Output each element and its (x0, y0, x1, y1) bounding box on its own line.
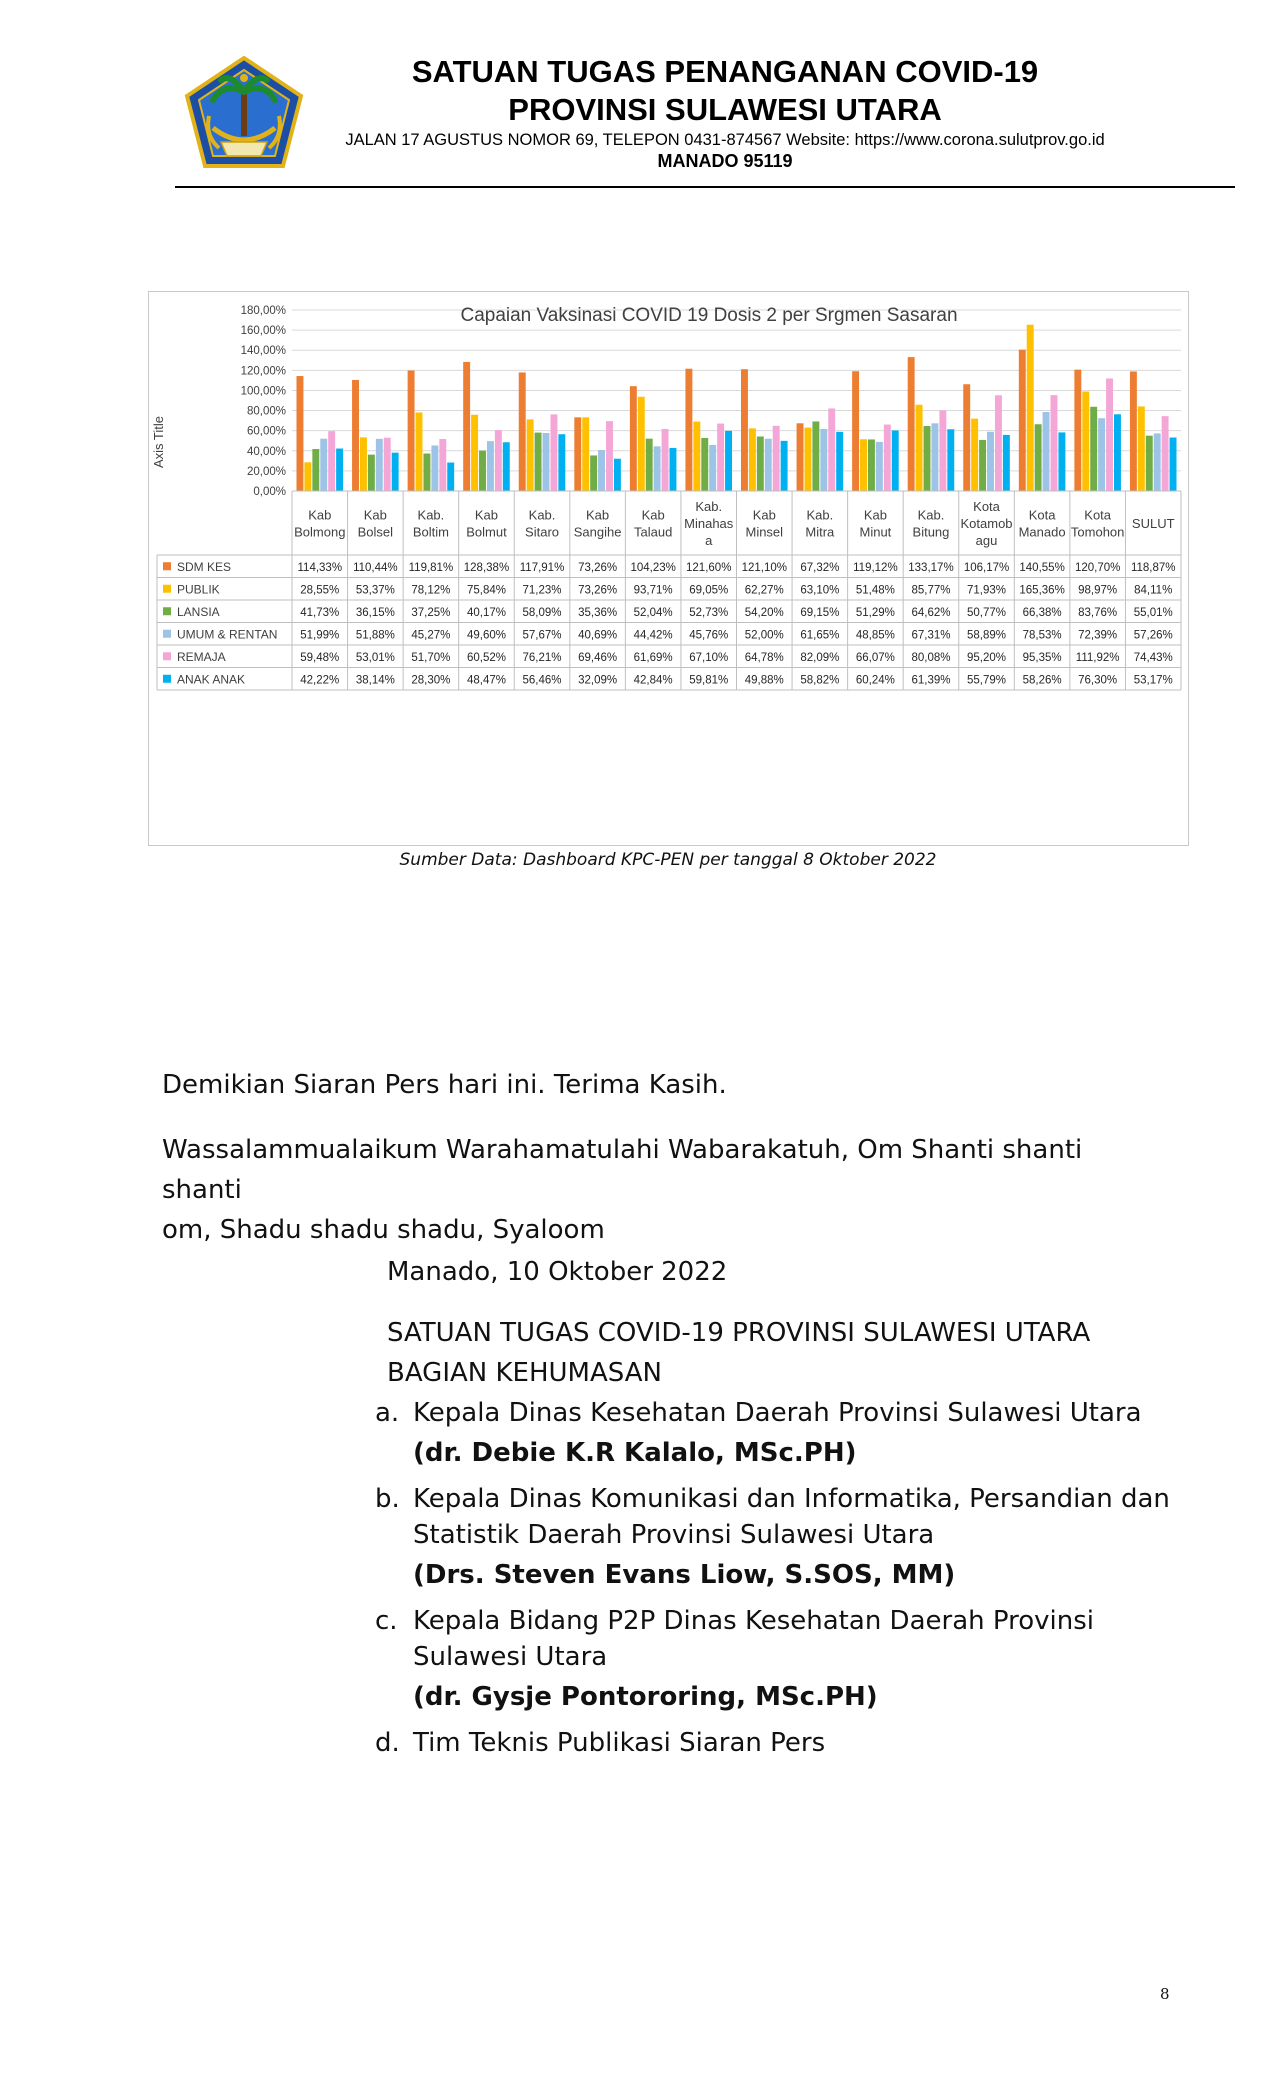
category-label: Kab (474, 507, 499, 523)
legend-swatch (163, 630, 171, 638)
chart-bar (757, 436, 764, 491)
data-label: 133,17% (908, 561, 954, 574)
chart-bar (836, 432, 843, 491)
chart-bar (519, 372, 526, 491)
letterhead-city: MANADO 95119 (657, 151, 793, 171)
chart-bar (423, 454, 430, 491)
chart-bar (590, 455, 597, 491)
chart-bar (384, 438, 391, 491)
category-label: Minut (859, 524, 892, 540)
data-label: 71,23% (522, 584, 562, 597)
data-label: 64,78% (744, 651, 784, 664)
y-axis-title: Axis Title (151, 415, 166, 469)
category-label: Boltim (412, 524, 449, 540)
legend-label: LANSIA (177, 604, 220, 619)
data-label: 64,62% (911, 606, 951, 619)
data-label: 98,97% (1078, 584, 1118, 597)
chart-bar (868, 439, 875, 491)
chart-bar (773, 426, 780, 491)
data-label: 76,30% (1078, 674, 1118, 687)
category-label: Sangihe (573, 524, 622, 540)
category-label: SULUT (1131, 516, 1175, 531)
provincial-emblem-icon (183, 56, 305, 172)
category-label: Kota (973, 499, 1000, 514)
chart-bar (781, 441, 788, 491)
list-marker: d. (375, 1728, 400, 1758)
chart-bar (820, 429, 827, 491)
chart-bar (1106, 378, 1113, 491)
data-label: 49,60% (466, 629, 506, 642)
data-label: 58,09% (522, 606, 562, 619)
data-label: 38,14% (355, 674, 395, 687)
data-label: 140,55% (1019, 561, 1065, 574)
data-label: 40,69% (578, 629, 618, 642)
chart-bar (1019, 350, 1026, 491)
chart-bar (479, 451, 486, 491)
data-label: 95,35% (1022, 651, 1062, 664)
chart-bar (304, 462, 311, 491)
legend-swatch (163, 585, 171, 593)
chart-bar (1035, 424, 1042, 491)
data-label: 51,48% (855, 584, 895, 597)
data-label: 165,36% (1019, 584, 1065, 597)
data-label: 106,17% (963, 561, 1010, 574)
source-caption: Sumber Data: Dashboard KPC-PEN per tanggal 8 Oktober 2022 (399, 850, 937, 870)
chart-title: Capaian Vaksinasi COVID 19 Dosis 2 per Srgmen Sasaran (460, 305, 958, 326)
data-label: 60,24% (855, 674, 895, 687)
category-label: Kab. (917, 507, 945, 523)
data-label: 67,32% (800, 561, 840, 574)
chart-bar (987, 432, 994, 491)
data-label: 32,09% (578, 674, 618, 687)
category-label: Manado (1018, 524, 1066, 540)
chart-bar (963, 384, 970, 491)
data-label: 75,84% (466, 584, 506, 597)
legend-swatch (163, 562, 171, 570)
category-label: Kab (752, 507, 776, 523)
data-label: 111,92% (1075, 651, 1120, 664)
data-label: 58,82% (800, 674, 840, 687)
data-label: 84,11% (1134, 584, 1173, 597)
data-label: 128,38% (463, 561, 510, 574)
chart-bar (765, 439, 772, 491)
data-label: 78,53% (1022, 629, 1062, 642)
category-label: Bolmong (294, 524, 346, 540)
chart-bar (1162, 416, 1169, 491)
chart-bar (582, 417, 589, 491)
signatory-title: Kepala Dinas Kesehatan Daerah Provinsi Sulawesi Utara (413, 1398, 1142, 1428)
chart-bar (828, 408, 835, 491)
chart-bar (654, 446, 661, 491)
data-label: 42,22% (300, 674, 340, 687)
chart-bar (884, 425, 891, 491)
data-label: 71,93% (967, 584, 1007, 597)
chart-bar (693, 422, 700, 491)
greeting-line-1: Wassalammualaikum Warahamatulahi Wabarakatuh, Om Shanti shanti shanti (162, 1135, 1083, 1205)
data-label: 61,65% (800, 629, 840, 642)
chart-bar (685, 369, 692, 491)
category-label: Kab. (528, 507, 556, 523)
data-label: 41,73% (300, 606, 340, 619)
date-line: Manado, 10 Oktober 2022 (387, 1257, 728, 1287)
data-label: 69,46% (578, 651, 618, 664)
data-label: 72,39% (1078, 629, 1118, 642)
chart-bar (1138, 406, 1145, 491)
signatory-name: (dr. Debie K.R Kalalo, MSc.PH) (413, 1438, 857, 1468)
category-label: Kab (641, 507, 665, 523)
signatory-list (375, 1395, 1215, 1771)
category-label: Bolsel (357, 524, 394, 540)
category-label: Kab. (806, 507, 834, 523)
chart-bar (1058, 432, 1065, 491)
y-tick-label: 180,00% (240, 305, 286, 317)
category-label: Sitaro (525, 524, 560, 540)
data-label: 28,55% (300, 584, 340, 597)
data-label: 50,77% (967, 606, 1007, 619)
chart-bar (503, 442, 510, 491)
chart-bar (1098, 418, 1105, 491)
signatory-title: Tim Teknis Publikasi Siaran Pers (413, 1728, 826, 1758)
chart-bar (392, 453, 399, 491)
data-label: 74,43% (1133, 651, 1173, 664)
category-label: a (705, 533, 713, 548)
chart-canvas (149, 292, 1188, 845)
category-label: Mitra (805, 524, 835, 540)
chart-bar (487, 441, 494, 491)
legend-label: UMUM & RENTAN (177, 627, 278, 642)
chart-bar (812, 421, 819, 491)
chart-bar (1043, 412, 1050, 491)
signatory-name: (Drs. Steven Evans Liow, S.SOS, MM) (413, 1560, 956, 1590)
data-label: 58,26% (1022, 674, 1062, 687)
letterhead-address: JALAN 17 AGUSTUS NOMOR 69, TELEPON 0431-874567 Website: https://www.corona.sulutprov.go.id (345, 131, 1105, 149)
chart-bar (892, 430, 899, 491)
chart-bar (931, 423, 938, 491)
data-label: 44,42% (633, 629, 673, 642)
chart-bar (550, 414, 557, 491)
data-label: 49,88% (744, 674, 784, 687)
data-label: 51,88% (355, 629, 395, 642)
data-label: 40,17% (466, 606, 506, 619)
data-label: 120,70% (1074, 561, 1121, 574)
chart-bar (416, 412, 423, 491)
data-label: 58,89% (967, 629, 1007, 642)
data-label: 53,17% (1133, 674, 1173, 687)
org-name: SATUAN TUGAS COVID-19 PROVINSI SULAWESI UTARA (387, 1318, 1091, 1348)
y-tick-label: 0,00% (253, 486, 286, 498)
letterhead-title: SATUAN TUGAS PENANGANAN COVID-19 (411, 54, 1039, 89)
vaccination-chart (148, 291, 1189, 846)
chart-bar (725, 431, 732, 491)
chart-bar (1130, 371, 1137, 491)
data-label: 51,99% (300, 629, 340, 642)
chart-bar (1154, 433, 1161, 491)
chart-bar (1082, 391, 1089, 491)
chart-bar (939, 410, 946, 491)
chart-bar (741, 369, 748, 491)
data-label: 59,48% (300, 651, 340, 664)
data-label: 37,25% (411, 606, 451, 619)
page-number: 8 (1160, 1985, 1170, 2003)
chart-bar (408, 371, 415, 491)
list-marker: a. (375, 1398, 400, 1428)
chart-bar (852, 371, 859, 491)
chart-bar (749, 428, 756, 491)
chart-bar (495, 430, 502, 491)
legend-swatch (163, 675, 171, 683)
data-label: 51,29% (855, 606, 895, 619)
data-label: 48,47% (466, 674, 506, 687)
chart-bar (638, 397, 645, 491)
data-label: 69,15% (800, 606, 840, 619)
chart-bar (368, 455, 375, 491)
y-tick-label: 160,00% (240, 325, 286, 338)
chart-bar (431, 445, 438, 491)
category-label: Kab (308, 507, 332, 523)
chart-bar (606, 421, 613, 491)
data-label: 119,12% (853, 561, 898, 574)
chart-bar (598, 450, 605, 491)
category-label: Kab (863, 507, 887, 523)
y-tick-label: 40,00% (246, 445, 286, 458)
chart-bar (447, 463, 454, 491)
legend-label: REMAJA (177, 649, 226, 664)
chart-bar (670, 448, 677, 491)
category-label: Tomohon (1070, 524, 1125, 540)
data-label: 121,60% (686, 561, 732, 574)
data-label: 67,31% (911, 629, 951, 642)
chart-bar (1114, 414, 1121, 491)
closing-text: Demikian Siaran Pers hari ini. Terima Kasih. (162, 1070, 727, 1100)
data-label: 42,84% (633, 674, 673, 687)
data-label: 52,04% (633, 606, 673, 619)
chart-bar (614, 459, 621, 491)
chart-bar (924, 426, 931, 491)
chart-bar (471, 415, 478, 491)
chart-bar (352, 380, 359, 491)
data-label: 62,27% (744, 584, 784, 597)
data-label: 61,39% (911, 674, 951, 687)
data-label: 45,76% (689, 629, 729, 642)
chart-bar (662, 429, 669, 491)
signatory-item (375, 1395, 1215, 1471)
y-tick-label: 120,00% (240, 365, 286, 378)
chart-bar (463, 362, 470, 491)
legend-swatch (163, 652, 171, 660)
category-label: Kotamob (960, 516, 1013, 531)
chart-bar (328, 431, 335, 491)
chart-bar (574, 417, 581, 491)
chart-bar (709, 445, 716, 491)
chart-bar (297, 376, 304, 491)
data-label: 63,10% (800, 584, 840, 597)
data-label: 121,10% (741, 561, 787, 574)
data-label: 118,87% (1130, 561, 1176, 574)
data-label: 76,21% (522, 651, 562, 664)
data-label: 60,52% (466, 651, 506, 664)
data-label: 59,81% (689, 674, 729, 687)
data-label: 57,26% (1133, 629, 1173, 642)
y-tick-label: 140,00% (240, 345, 286, 358)
chart-bar (1090, 407, 1097, 491)
organization-block (387, 1313, 1090, 1393)
chart-bar (717, 424, 724, 491)
y-tick-label: 100,00% (240, 385, 286, 398)
data-label: 78,12% (411, 584, 451, 597)
chart-bar (916, 405, 923, 491)
org-unit: BAGIAN KEHUMASAN (387, 1358, 662, 1388)
chart-bar (1170, 438, 1177, 491)
category-label: Kab (586, 507, 610, 523)
chart-bar (979, 440, 986, 491)
signatory-item (375, 1725, 1215, 1761)
chart-bar (320, 439, 327, 491)
category-label: agu (975, 533, 998, 548)
data-label: 93,71% (633, 584, 673, 597)
chart-bar (1027, 325, 1034, 491)
data-label: 45,27% (411, 629, 451, 642)
data-label: 35,36% (578, 606, 618, 619)
data-label: 110,44% (353, 561, 398, 574)
data-label: 69,05% (689, 584, 729, 597)
chart-bar (630, 386, 637, 491)
category-label: Bolmut (466, 524, 507, 540)
signatory-name: (dr. Gysje Pontororing, MSc.PH) (413, 1682, 878, 1712)
y-tick-label: 60,00% (246, 425, 286, 438)
data-label: 53,37% (355, 584, 395, 597)
chart-bar (701, 438, 708, 491)
letterhead-divider (175, 186, 1235, 188)
legend-label: SDM KES (177, 559, 232, 574)
data-label: 51,70% (411, 651, 451, 664)
chart-bar (1003, 435, 1010, 491)
signatory-title: Kepala Dinas Komunikasi dan Informatika, Persandian dan Statistik Daerah Provinsi Sulawesi Utara (413, 1484, 1170, 1550)
data-label: 117,91% (519, 561, 565, 574)
data-label: 61,69% (633, 651, 673, 664)
chart-bar (558, 434, 565, 491)
chart-bar (797, 423, 804, 491)
chart-bar (908, 357, 915, 491)
category-label: Minsel (745, 524, 784, 540)
legend-label: PUBLIK (177, 582, 220, 597)
data-label: 73,26% (578, 584, 618, 597)
data-label: 114,33% (297, 561, 343, 574)
data-label: 104,23% (630, 561, 676, 574)
y-tick-label: 80,00% (246, 405, 286, 418)
data-label: 52,73% (689, 606, 729, 619)
category-label: Kab. (695, 499, 723, 514)
chart-bar (1074, 370, 1081, 491)
chart-bar (336, 449, 343, 491)
greeting-text (162, 1130, 1162, 1250)
chart-bar (947, 429, 954, 491)
letterhead-subtitle: PROVINSI SULAWESI UTARA (508, 92, 942, 127)
legend-label: ANAK ANAK (177, 672, 246, 687)
category-label: Kota (1084, 507, 1112, 523)
data-label: 80,08% (911, 651, 951, 664)
chart-bar (860, 439, 867, 491)
data-label: 119,81% (408, 561, 454, 574)
data-label: 55,01% (1133, 606, 1173, 619)
data-label: 83,76% (1078, 606, 1118, 619)
data-label: 48,85% (855, 629, 895, 642)
legend-swatch (163, 607, 171, 615)
category-label: Minahas (684, 516, 734, 531)
chart-bar (439, 439, 446, 491)
data-label: 52,00% (744, 629, 784, 642)
chart-bar (527, 419, 534, 491)
list-marker: c. (375, 1606, 398, 1636)
chart-bar (543, 433, 550, 491)
chart-bar (1146, 436, 1153, 491)
list-marker: b. (375, 1484, 400, 1514)
data-label: 56,46% (522, 674, 562, 687)
category-label: Kab. (417, 507, 445, 523)
data-label: 85,77% (911, 584, 951, 597)
category-label: Kab (363, 507, 387, 523)
greeting-line-2: om, Shadu shadu shadu, Syaloom (162, 1215, 605, 1245)
data-label: 67,10% (689, 651, 729, 664)
chart-bar (995, 395, 1002, 491)
y-tick-label: 20,00% (246, 465, 286, 478)
chart-bar (646, 439, 653, 491)
data-label: 36,15% (355, 606, 395, 619)
data-label: 57,67% (522, 629, 562, 642)
chart-bar (376, 439, 383, 491)
chart-bar (971, 419, 978, 491)
signatory-item (375, 1603, 1215, 1715)
data-label: 66,07% (855, 651, 895, 664)
signatory-item (375, 1481, 1215, 1593)
category-label: Bitung (912, 524, 950, 540)
category-label: Talaud (634, 524, 673, 540)
data-label: 54,20% (744, 606, 784, 619)
chart-bar (804, 428, 811, 491)
chart-bar (876, 442, 883, 491)
data-label: 82,09% (800, 651, 840, 664)
data-label: 95,20% (967, 651, 1007, 664)
category-label: Kota (1028, 507, 1056, 523)
data-label: 53,01% (355, 651, 395, 664)
data-label: 55,79% (967, 674, 1007, 687)
data-label: 28,30% (411, 674, 451, 687)
data-label: 66,38% (1022, 606, 1062, 619)
signatory-title: Kepala Bidang P2P Dinas Kesehatan Daerah Provinsi Sulawesi Utara (413, 1606, 1094, 1672)
data-label: 73,26% (578, 561, 618, 574)
chart-bar (1051, 395, 1058, 491)
chart-bar (360, 437, 367, 491)
chart-bar (312, 449, 319, 491)
chart-bar (535, 433, 542, 491)
